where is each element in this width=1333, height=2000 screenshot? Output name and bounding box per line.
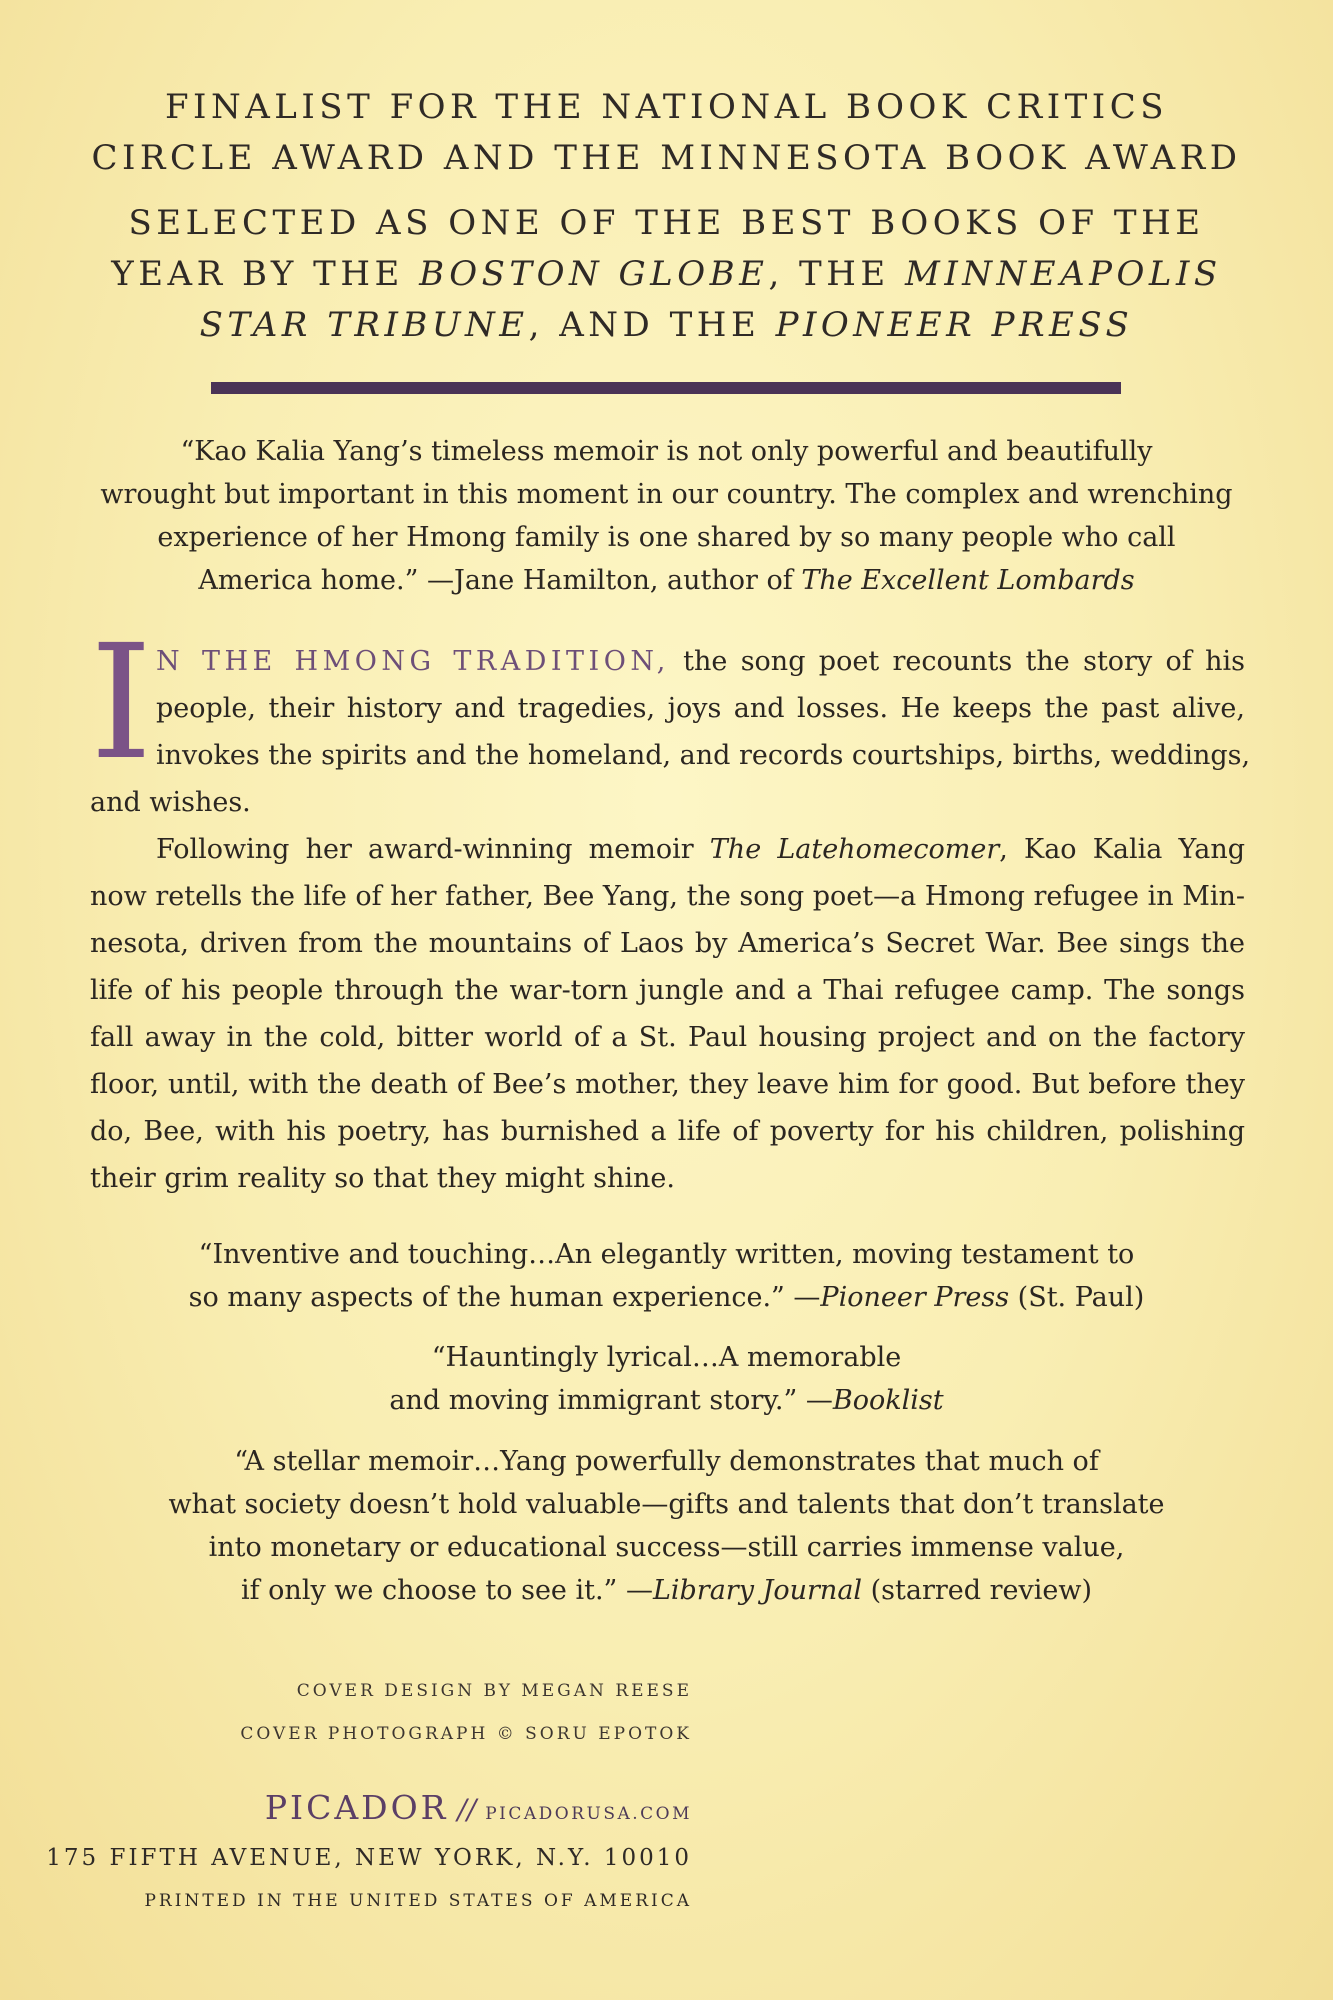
text-span: YEAR BY THE [111, 254, 420, 294]
body-line: people, their history and tragedies, joys and losses. He keeps the past alive, [156, 693, 1245, 724]
body-line: their grim reality so that they might shine. [90, 1163, 675, 1194]
review-line: “Hauntingly lyrical…A memorable [431, 1342, 902, 1373]
body-line [90, 638, 1245, 685]
body-line: nesota, driven from the mountains of Laos by America’s Secret War. Bee sings the [90, 928, 1245, 959]
body-line: and wishes. [90, 787, 251, 818]
review-line: “A stellar memoir…Yang powerfully demonstrates that much of [234, 1446, 1099, 1477]
cover-photo-credit: COVER PHOTOGRAPH © SORU EPOTOK [240, 1724, 692, 1744]
award-selected-line2 [0, 249, 1333, 300]
publisher-address: 175 FIFTH AVENUE, NEW YORK, N.Y. 10010 [46, 1845, 692, 1871]
award-selected [0, 198, 1333, 351]
divider-rule [211, 382, 1121, 394]
review-line [0, 1569, 1333, 1612]
text-span: if only we choose to see it.” — [240, 1575, 653, 1606]
cover-design-credit: COVER DESIGN BY MEGAN REESE [296, 1681, 692, 1701]
review-line [0, 1379, 1333, 1422]
top-blurb [0, 430, 1333, 602]
slashes: // [448, 1793, 486, 1826]
text-span: and moving immigrant story.” — [389, 1385, 833, 1416]
blurb-line: “Kao Kalia Yang’s timeless memoir is not only powerful and beautifully [180, 436, 1153, 467]
printed-in: PRINTED IN THE UNITED STATES OF AMERICA [144, 1891, 692, 1911]
newspaper-title: BOSTON GLOBE [419, 254, 769, 294]
body-line: floor, until, with the death of Bee’s mother, they leave him for good. But before they [90, 1069, 1245, 1100]
drop-cap: I [90, 611, 153, 795]
award-selected-line3 [0, 300, 1333, 351]
review-line: into monetary or educational success—still carries immense value, [208, 1532, 1125, 1563]
body-line: now retells the life of her father, Bee Yang, the song poet—a Hmong refugee in Min- [90, 881, 1245, 912]
publisher-logo: PICADOR [264, 1788, 449, 1827]
book-title: The Excellent Lombards [801, 565, 1135, 596]
publisher-line [265, 1788, 692, 1827]
text-span: , Kao Kalia Yang [999, 834, 1245, 865]
body-line [90, 826, 1245, 873]
text-span: Following her award-winning memoir [156, 834, 710, 865]
text-span: America home.” —Jane Hamilton, author of [198, 565, 802, 596]
body-line: fall away in the cold, bitter world of a St. Paul housing project and on the factory [90, 1022, 1245, 1053]
text-span: the song poet recounts the story of his [669, 646, 1245, 677]
review-line: “Inventive and touching…An elegantly written, moving testament to [198, 1239, 1135, 1270]
text-span: so many aspects of the human experience.” — [188, 1282, 821, 1313]
review-booklist [0, 1336, 1333, 1422]
lead-in: N THE HMONG TRADITION, [156, 646, 670, 677]
award-finalist [0, 82, 1333, 184]
body-line: do, Bee, with his poetry, has burnished a life of poverty for his children, polishing [90, 1116, 1245, 1147]
newspaper-title: PIONEER PRESS [775, 305, 1134, 345]
review-library-journal [0, 1440, 1333, 1612]
award-finalist-line1: FINALIST FOR THE NATIONAL BOOK CRITICS [164, 87, 1169, 127]
blurb-line: experience of her Hmong family is one shared by so many people who call [157, 522, 1176, 553]
book-title: The Latehomecomer [709, 834, 1000, 865]
text-span: , AND THE [528, 305, 776, 345]
review-line [0, 1276, 1333, 1319]
source-name: Library Journal [652, 1575, 863, 1606]
source-name: Pioneer Press [820, 1282, 1010, 1313]
source-name: Booklist [832, 1385, 944, 1416]
award-selected-line1: SELECTED AS ONE OF THE BEST BOOKS OF THE [128, 203, 1205, 243]
text-span: (starred review) [862, 1575, 1093, 1606]
newspaper-title: MINNEAPOLIS [905, 254, 1222, 294]
blurb-line [0, 559, 1333, 602]
text-span: (St. Paul) [1009, 1282, 1145, 1313]
description-paragraph-1 [90, 611, 1251, 826]
body-line: life of his people through the war-torn jungle and a Thai refugee camp. The songs [90, 975, 1245, 1006]
review-line: what society doesn’t hold valuable—gifts and talents that don’t translate [168, 1489, 1165, 1520]
newspaper-title: STAR TRIBUNE [199, 305, 529, 345]
body-line: invokes the spirits and the homeland, and records courtships, births, weddings, [156, 740, 1251, 771]
publisher-url: PICADORUSA.COM [485, 1804, 692, 1824]
review-pioneer-press [0, 1233, 1333, 1319]
award-finalist-line2: CIRCLE AWARD AND THE MINNESOTA BOOK AWARD [91, 138, 1242, 178]
description-paragraph-2 [90, 826, 1245, 1202]
text-span: , THE [768, 254, 906, 294]
blurb-line: wrought but important in this moment in our country. The complex and wrenching [100, 479, 1233, 510]
